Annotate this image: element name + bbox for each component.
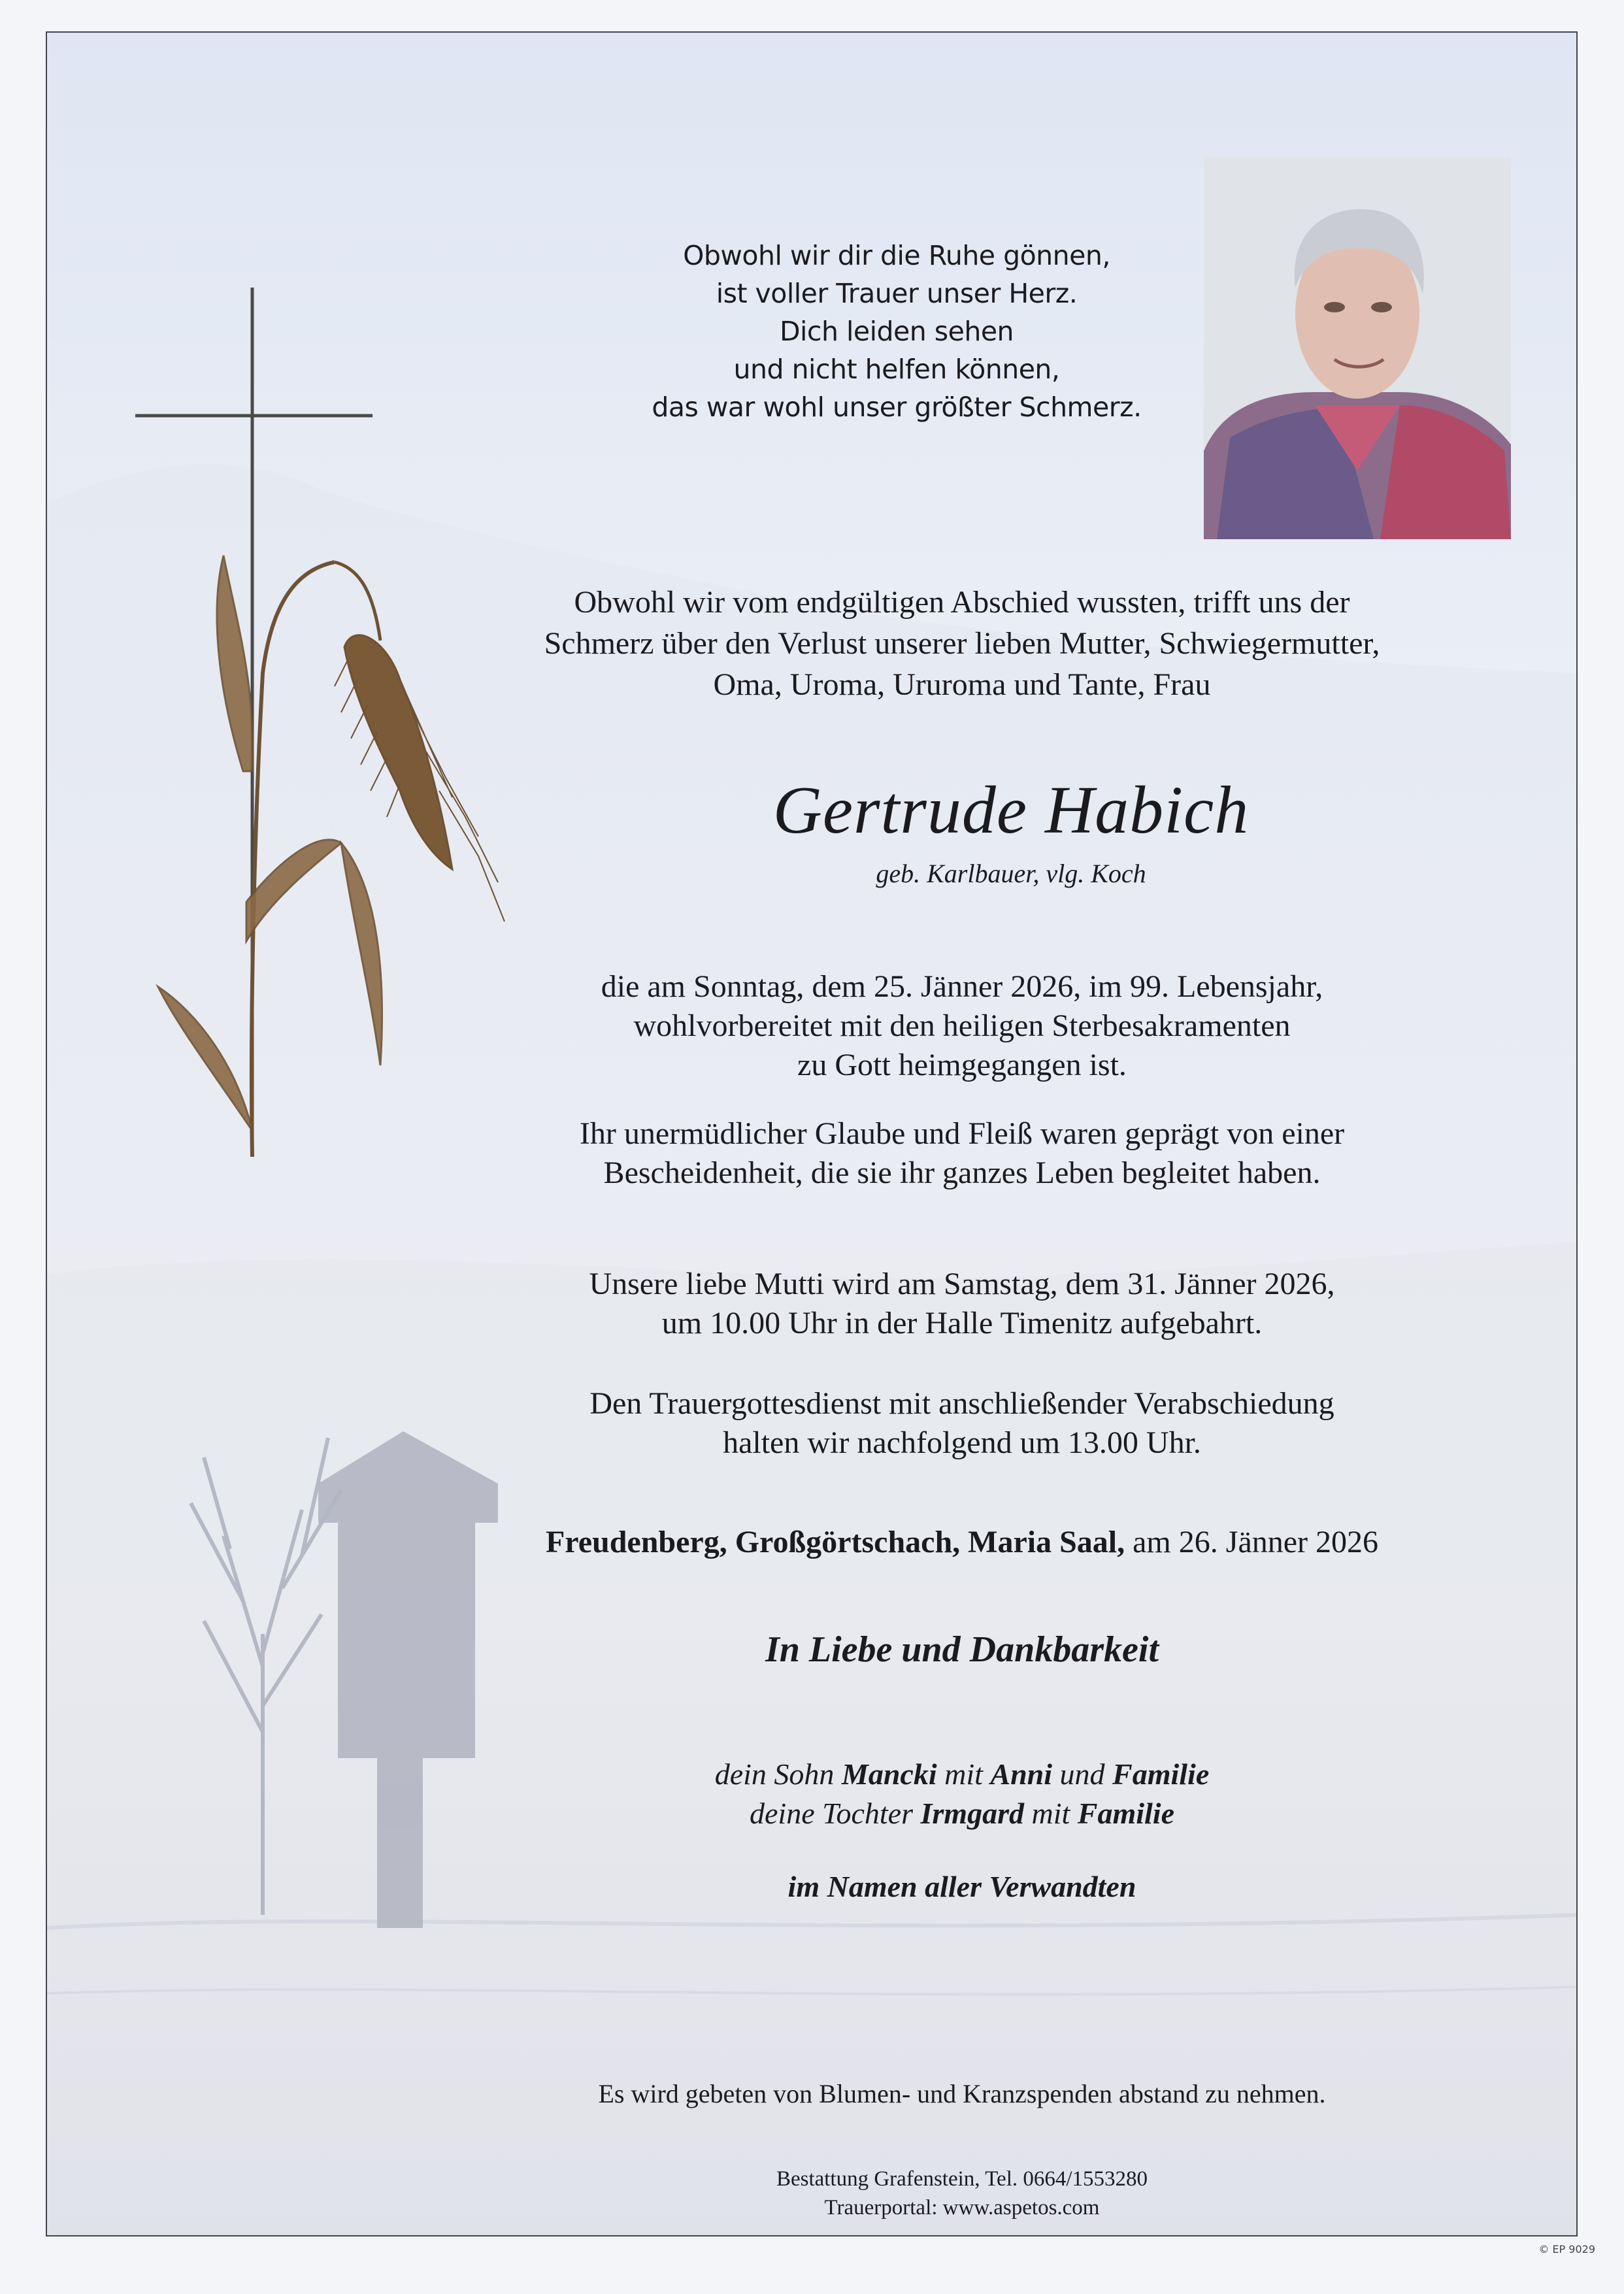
- places: Freudenberg, Großgörtschach, Maria Saal,: [545, 1525, 1125, 1559]
- portrait-photo: [1204, 157, 1511, 539]
- partner-name: Anni: [990, 1757, 1053, 1791]
- family-line-daughter: [465, 1794, 1459, 1833]
- poem-line: Dich leiden sehen: [779, 316, 1014, 347]
- print-code: © EP 9029: [1538, 2243, 1595, 2255]
- faith-line: Ihr unermüdlicher Glaube und Fleiß waren geprägt von einer: [579, 1116, 1345, 1151]
- funeral-mass-text: [465, 1384, 1459, 1463]
- poem-line: ist voller Trauer unser Herz.: [716, 278, 1078, 309]
- death-line: die am Sonntag, dem 25. Jänner 2026, im 99. Lebensjahr,: [601, 969, 1323, 1004]
- poem-line: das war wohl unser größter Schmerz.: [652, 391, 1142, 423]
- intro-text: [465, 582, 1459, 705]
- death-line: zu Gott heimgegangen ist.: [797, 1048, 1127, 1082]
- undertaker-line: Bestattung Grafenstein, Tel. 0664/1553280: [776, 2167, 1148, 2191]
- intro-line: Schmerz über den Verlust unserer lieben Mutter, Schwiegermutter,: [544, 626, 1380, 661]
- flowers-note: Es wird gebeten von Blumen- und Kranzspenden abstand zu nehmen.: [598, 2079, 1326, 2108]
- daughter-name: Irmgard: [920, 1797, 1024, 1830]
- intro-line: Oma, Uroma, Ururoma und Tante, Frau: [713, 667, 1211, 702]
- text-part: und: [1052, 1757, 1113, 1791]
- family-signatures: [465, 1755, 1459, 1833]
- wake-line: Unsere liebe Mutti wird am Samstag, dem 31. Jänner 2026,: [589, 1267, 1335, 1301]
- wake-line: um 10.00 Uhr in der Halle Timenitz aufgebahrt.: [661, 1306, 1263, 1340]
- death-line: wohlvorbereitet mit den heiligen Sterbesakramenten: [633, 1008, 1291, 1043]
- text-part: mit: [936, 1757, 991, 1791]
- text-part: deine Tochter: [750, 1797, 921, 1830]
- poem-line: Obwohl wir dir die Ruhe gönnen,: [683, 240, 1110, 271]
- text-part: dein Sohn: [714, 1757, 842, 1791]
- relatives-line: im Namen aller Verwandten: [787, 1870, 1136, 1903]
- poem: [544, 237, 1250, 426]
- death-notice: [505, 967, 1419, 1085]
- deceased-name: Gertrude Habich: [772, 773, 1250, 848]
- family-word: Familie: [1112, 1757, 1210, 1791]
- undertaker-line: Trauerportal: www.aspetos.com: [824, 2196, 1100, 2219]
- mass-line: halten wir nachfolgend um 13.00 Uhr.: [723, 1425, 1201, 1460]
- date: am 26. Jänner 2026: [1125, 1525, 1379, 1559]
- undertaker-info: [635, 2165, 1289, 2222]
- wake-text: [465, 1265, 1459, 1343]
- text-part: mit: [1023, 1797, 1078, 1830]
- poem-line: und nicht helfen können,: [733, 354, 1060, 385]
- mass-line: Den Trauergottesdienst mit anschließender Verabschiedung: [589, 1386, 1334, 1421]
- intro-line: Obwohl wir vom endgültigen Abschied wussten, trifft uns der: [574, 585, 1350, 620]
- faith-line: Bescheidenheit, die sie ihr ganzes Leben begleitet haben.: [603, 1155, 1321, 1190]
- family-word: Familie: [1077, 1797, 1174, 1830]
- obituary-card: [46, 31, 1578, 2236]
- family-line-son: [465, 1755, 1459, 1794]
- son-name: Mancki: [841, 1757, 937, 1791]
- maiden-name: geb. Karlbauer, vlg. Koch: [876, 859, 1146, 888]
- faith-text: [465, 1114, 1459, 1193]
- place-and-date: [465, 1523, 1459, 1562]
- thanks-heading: In Liebe und Dankbarkeit: [765, 1629, 1159, 1670]
